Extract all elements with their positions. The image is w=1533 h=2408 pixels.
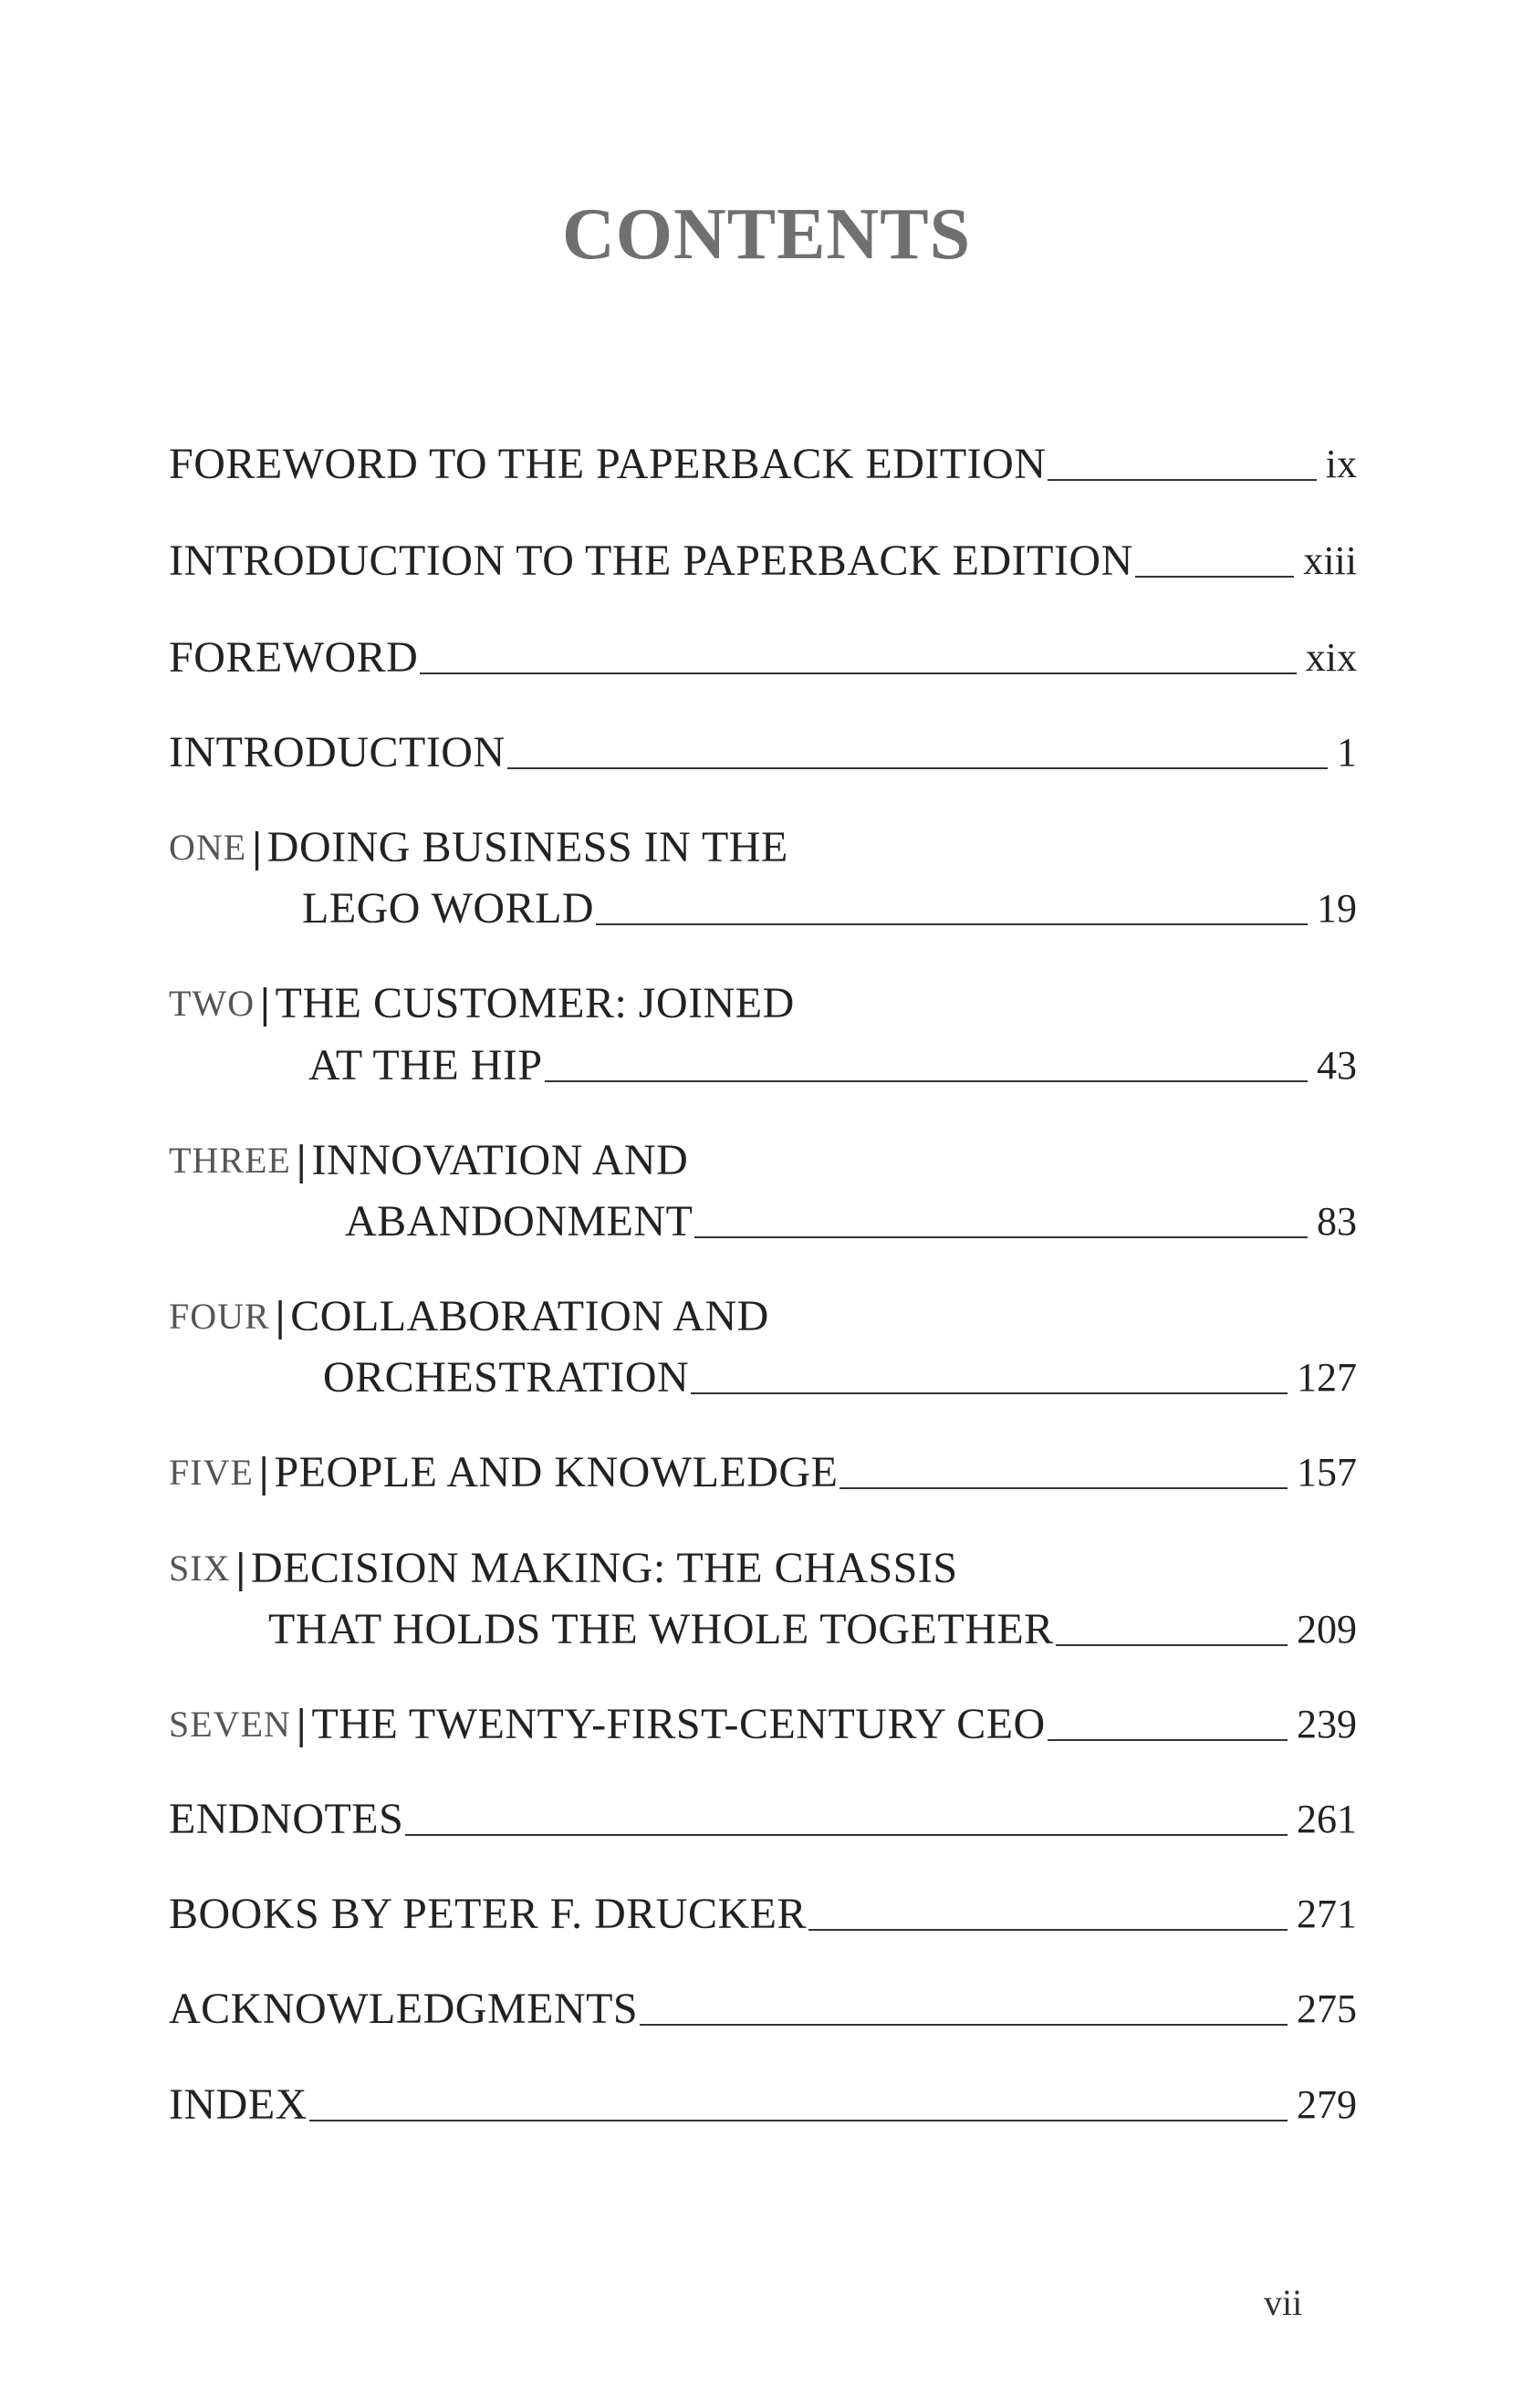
chapter-number: SEVEN	[169, 1704, 291, 1745]
dot-leader	[507, 767, 1328, 769]
entry-page-number: 209	[1297, 1607, 1357, 1652]
entry-page-number: 271	[1297, 1892, 1357, 1936]
entry-title: FOREWORD	[169, 633, 419, 682]
toc-line	[169, 976, 795, 1031]
dot-leader	[596, 923, 1308, 925]
toc-line	[169, 1887, 1357, 1942]
page-title: CONTENTS	[561, 194, 972, 275]
entry-title: THAT HOLDS THE WHOLE TOGETHER	[268, 1605, 1054, 1653]
toc-line	[302, 881, 1357, 936]
dot-leader	[309, 2120, 1288, 2121]
entry-page-number: 157	[1297, 1450, 1357, 1495]
entry-title: THE CUSTOMER: JOINED	[275, 979, 795, 1027]
toc-line	[169, 820, 788, 875]
entry-title: BOOKS BY PETER F. DRUCKER	[169, 1890, 807, 1938]
entry-title: ENDNOTES	[169, 1795, 404, 1843]
separator-bar: |	[296, 1136, 307, 1184]
entry-page-number: 1	[1337, 730, 1357, 775]
entry-title: INTRODUCTION	[169, 728, 506, 777]
dot-leader	[1048, 1739, 1288, 1741]
dot-leader	[691, 1392, 1288, 1394]
toc-line	[345, 1194, 1357, 1249]
toc-line	[169, 437, 1357, 492]
entry-title: ACKNOWLEDGMENTS	[169, 1985, 639, 2033]
toc-line	[308, 1038, 1357, 1093]
entry-title: DECISION MAKING: THE CHASSIS	[251, 1544, 958, 1592]
toc-line	[323, 1350, 1357, 1405]
entry-page-number: xiii	[1303, 538, 1357, 583]
entry-title: ABANDONMENT	[345, 1197, 694, 1246]
dot-leader	[1135, 576, 1295, 578]
toc-line	[169, 1445, 1357, 1500]
entry-page-number: 261	[1297, 1797, 1357, 1841]
entry-title: INNOVATION AND	[311, 1136, 689, 1184]
dot-leader	[840, 1487, 1288, 1489]
entry-page-number: ix	[1325, 442, 1357, 486]
separator-bar: |	[296, 1700, 307, 1748]
entry-page-number: 275	[1297, 1986, 1357, 2031]
entry-page-number: 239	[1297, 1702, 1357, 1746]
separator-bar: |	[252, 823, 262, 871]
dot-leader	[808, 1929, 1288, 1931]
chapter-number: FOUR	[169, 1296, 270, 1337]
chapter-number: TWO	[169, 983, 256, 1024]
chapter-number: SIX	[169, 1548, 231, 1589]
entry-title: DOING BUSINESS IN THE	[266, 823, 788, 871]
dot-leader	[420, 672, 1296, 674]
toc-line	[169, 2078, 1357, 2132]
separator-bar: |	[260, 979, 270, 1027]
toc-line	[169, 1133, 688, 1188]
separator-bar: |	[235, 1544, 246, 1592]
chapter-number: FIVE	[169, 1452, 254, 1493]
entry-title: FOREWORD TO THE PAPERBACK EDITION	[169, 440, 1047, 488]
entry-title: COLLABORATION AND	[290, 1292, 769, 1340]
dot-leader	[694, 1236, 1308, 1238]
dot-leader	[1048, 479, 1316, 481]
toc-line	[169, 1792, 1357, 1847]
dot-leader	[640, 2024, 1288, 2026]
entry-title: AT THE HIP	[308, 1041, 543, 1089]
entry-title: LEGO WORLD	[302, 884, 595, 933]
entry-page-number: 127	[1297, 1355, 1357, 1400]
separator-bar: |	[275, 1292, 286, 1340]
toc-line	[169, 725, 1357, 780]
toc-line	[169, 1982, 1357, 2037]
entry-title: PEOPLE AND KNOWLEDGE	[274, 1448, 839, 1496]
toc-line	[268, 1602, 1357, 1657]
separator-bar: |	[258, 1448, 269, 1496]
dot-leader	[1056, 1644, 1288, 1646]
entry-title: INDEX	[169, 2080, 308, 2129]
entry-title: THE TWENTY-FIRST-CENTURY CEO	[311, 1700, 1046, 1748]
page-number: vii	[1264, 2282, 1303, 2323]
toc-line	[169, 1697, 1357, 1752]
chapter-number: THREE	[169, 1140, 291, 1181]
entry-page-number: 83	[1317, 1199, 1357, 1244]
entry-page-number: 279	[1297, 2082, 1357, 2127]
entry-page-number: 43	[1317, 1043, 1357, 1088]
entry-page-number: xix	[1305, 635, 1357, 680]
toc-line	[169, 631, 1357, 685]
chapter-number: ONE	[169, 827, 247, 868]
entry-title: ORCHESTRATION	[323, 1353, 690, 1402]
dot-leader	[405, 1834, 1288, 1836]
dot-leader	[545, 1080, 1308, 1082]
entry-title: INTRODUCTION TO THE PAPERBACK EDITION	[169, 537, 1133, 585]
toc-line	[169, 1541, 958, 1596]
entry-page-number: 19	[1317, 886, 1357, 931]
toc-line	[169, 534, 1357, 589]
toc-line	[169, 1289, 769, 1344]
